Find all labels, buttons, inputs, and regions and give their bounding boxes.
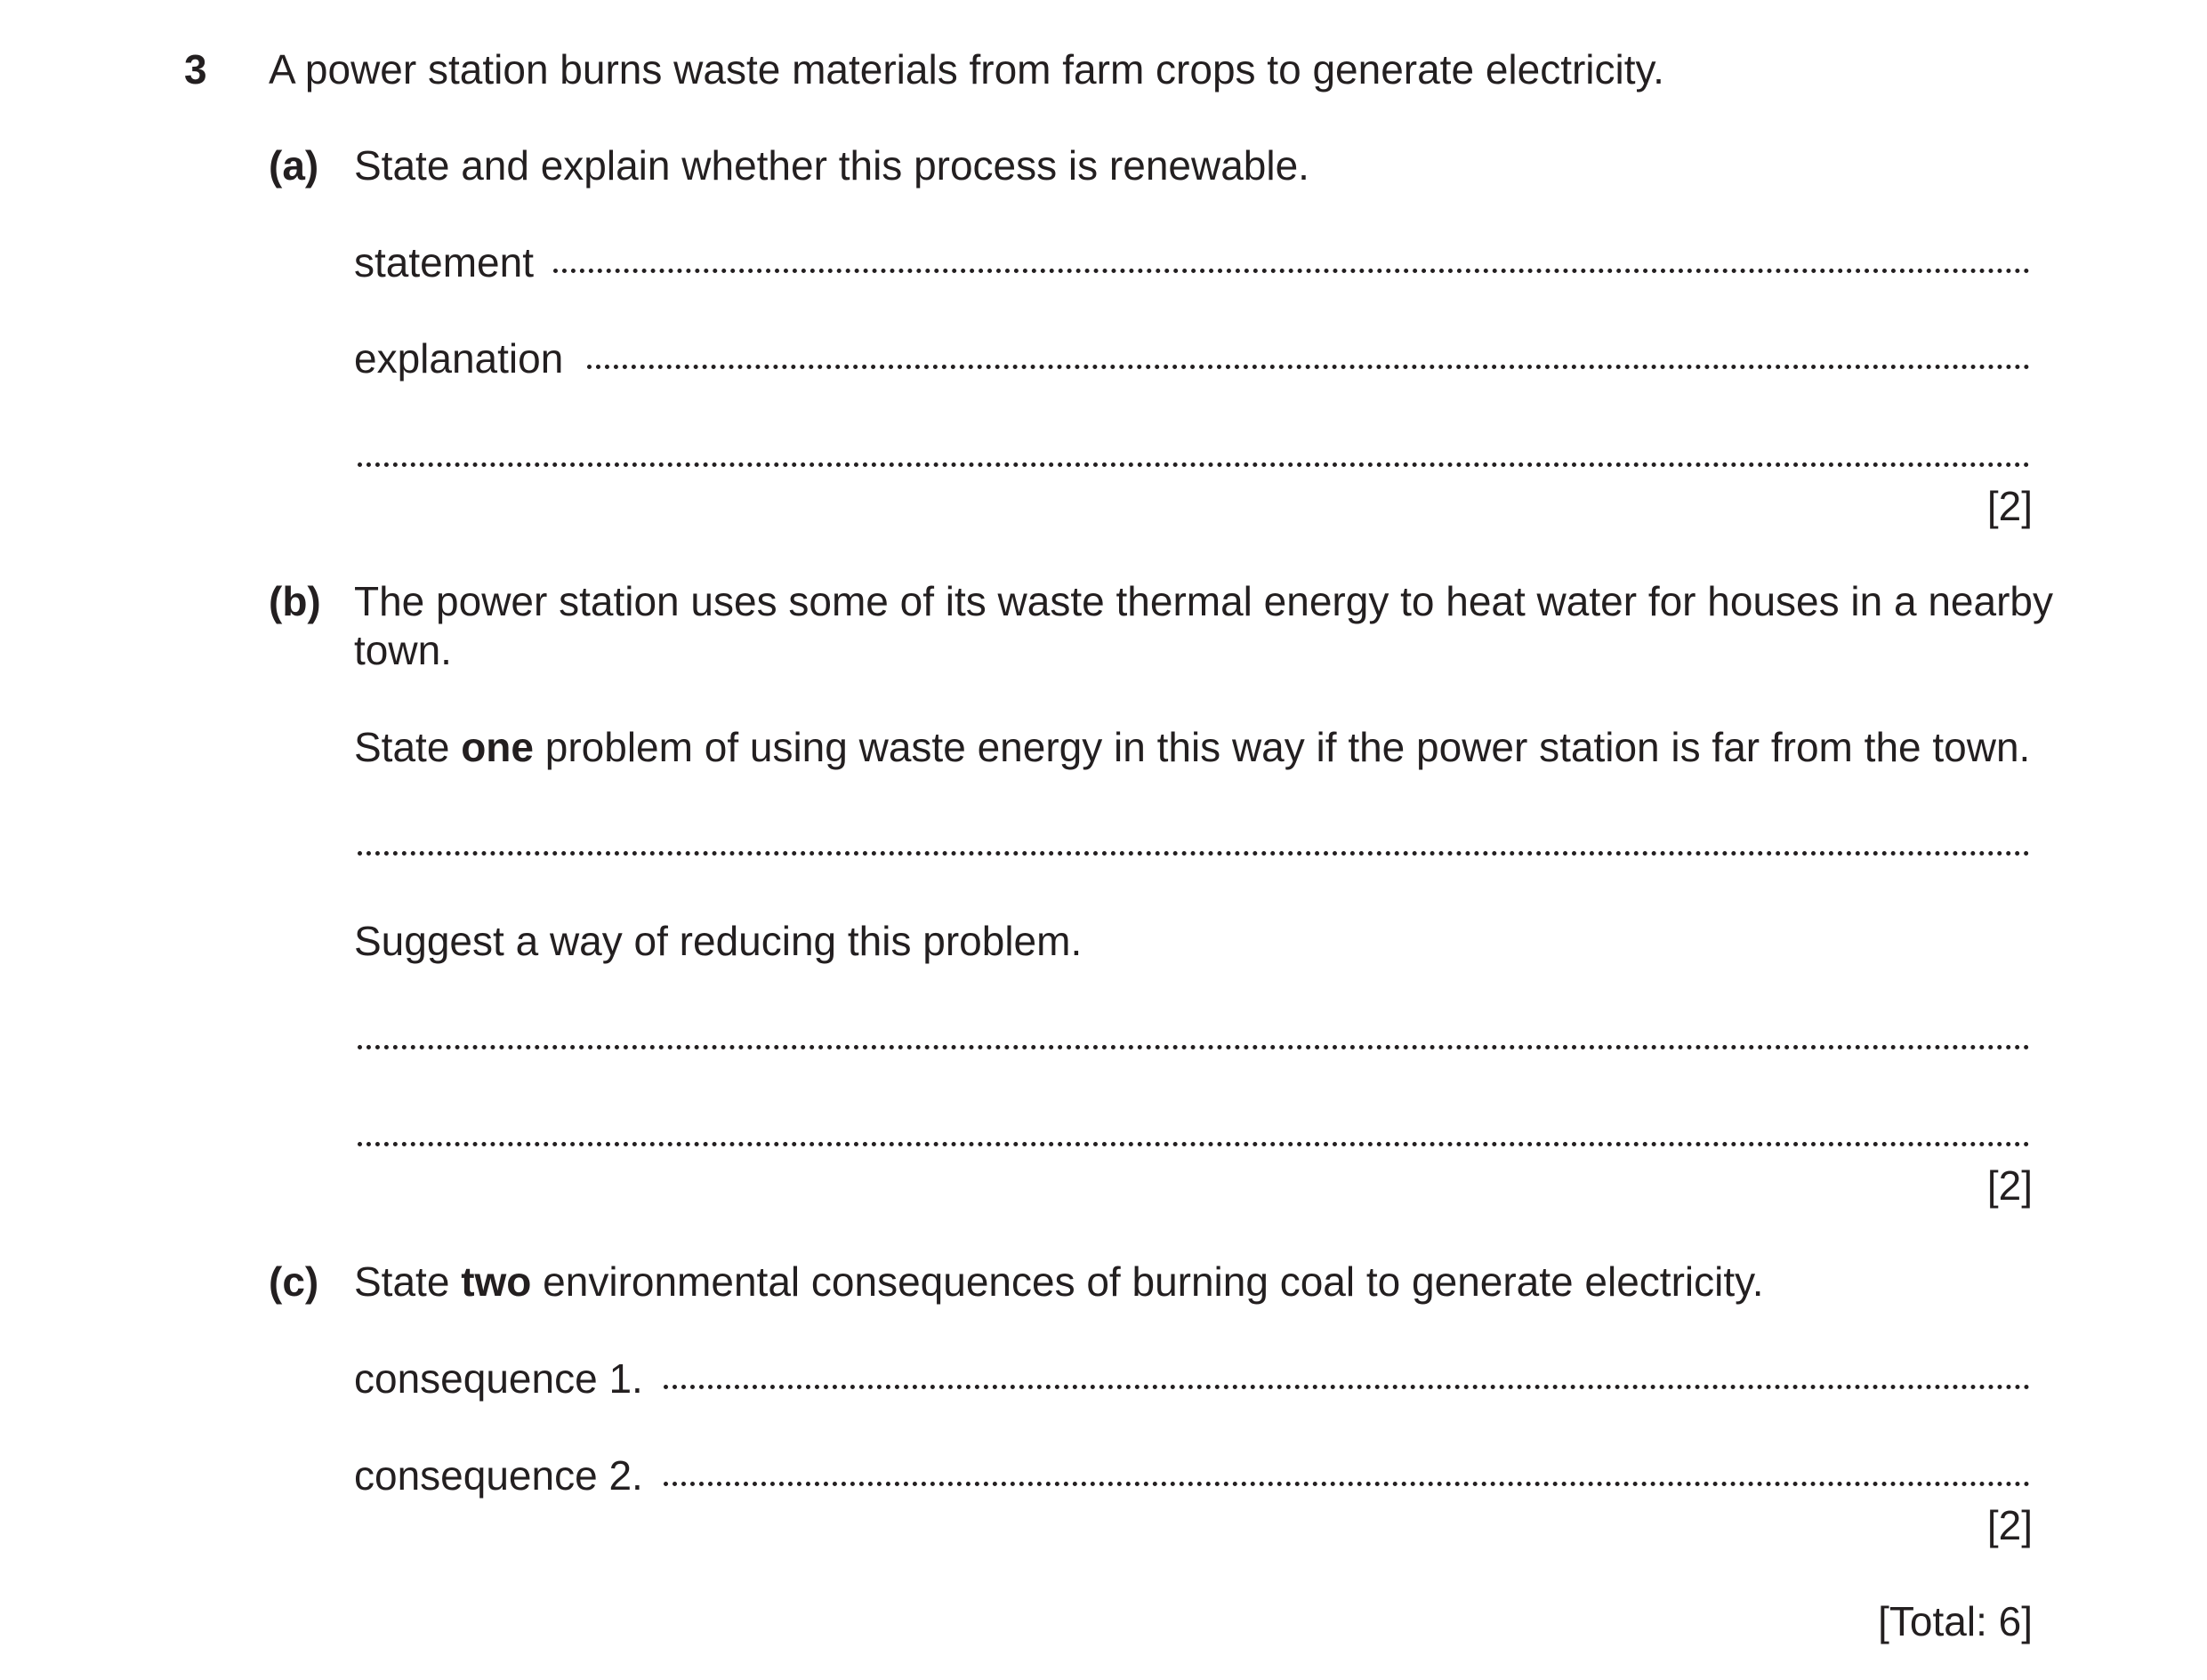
part-a-marks: [2] [1986, 483, 2033, 529]
part-a-label: (a) [269, 142, 319, 189]
part-b-intro-line-2: town. [354, 627, 452, 673]
statement-label: statement [354, 239, 534, 285]
consequence-1-answer-line[interactable] [664, 1385, 2030, 1389]
part-b-label: (b) [269, 578, 321, 624]
consequence-1-label: consequence 1. [354, 1355, 643, 1402]
total-marks: [Total: 6] [1878, 1598, 2033, 1644]
part-c-label: (c) [269, 1258, 319, 1305]
question-stem: A power station burns waste materials from farm crops to generate electricity. [269, 46, 1664, 92]
question-number: 3 [184, 46, 207, 92]
consequence-2-label: consequence 2. [354, 1452, 643, 1499]
consequence-2-answer-line[interactable] [664, 1482, 2030, 1486]
part-b-question-2: Suggest a way of reducing this problem. [354, 918, 1083, 964]
part-b-intro-line-1: The power station uses some of its waste thermal energy to heat water for houses in a nearby [354, 578, 2053, 624]
part-c-marks: [2] [1986, 1502, 2033, 1548]
explanation-answer-line-1[interactable] [587, 365, 2030, 369]
part-b-question-1: State one problem of using waste energy in this way if the power station is far from the town. [354, 724, 2031, 770]
reduce-problem-answer-line-2[interactable] [358, 1142, 2030, 1146]
reduce-problem-answer-line-1[interactable] [358, 1045, 2030, 1049]
explanation-answer-line-2[interactable] [358, 462, 2030, 467]
part-c-prompt: State two environmental consequences of burning coal to generate electricity. [354, 1258, 1764, 1305]
explanation-label: explanation [354, 335, 564, 382]
part-b-marks: [2] [1986, 1162, 2033, 1209]
statement-answer-line[interactable] [553, 269, 2030, 273]
problem-answer-line[interactable] [358, 851, 2030, 856]
part-a-prompt: State and explain whether this process is renewable. [354, 142, 1309, 189]
